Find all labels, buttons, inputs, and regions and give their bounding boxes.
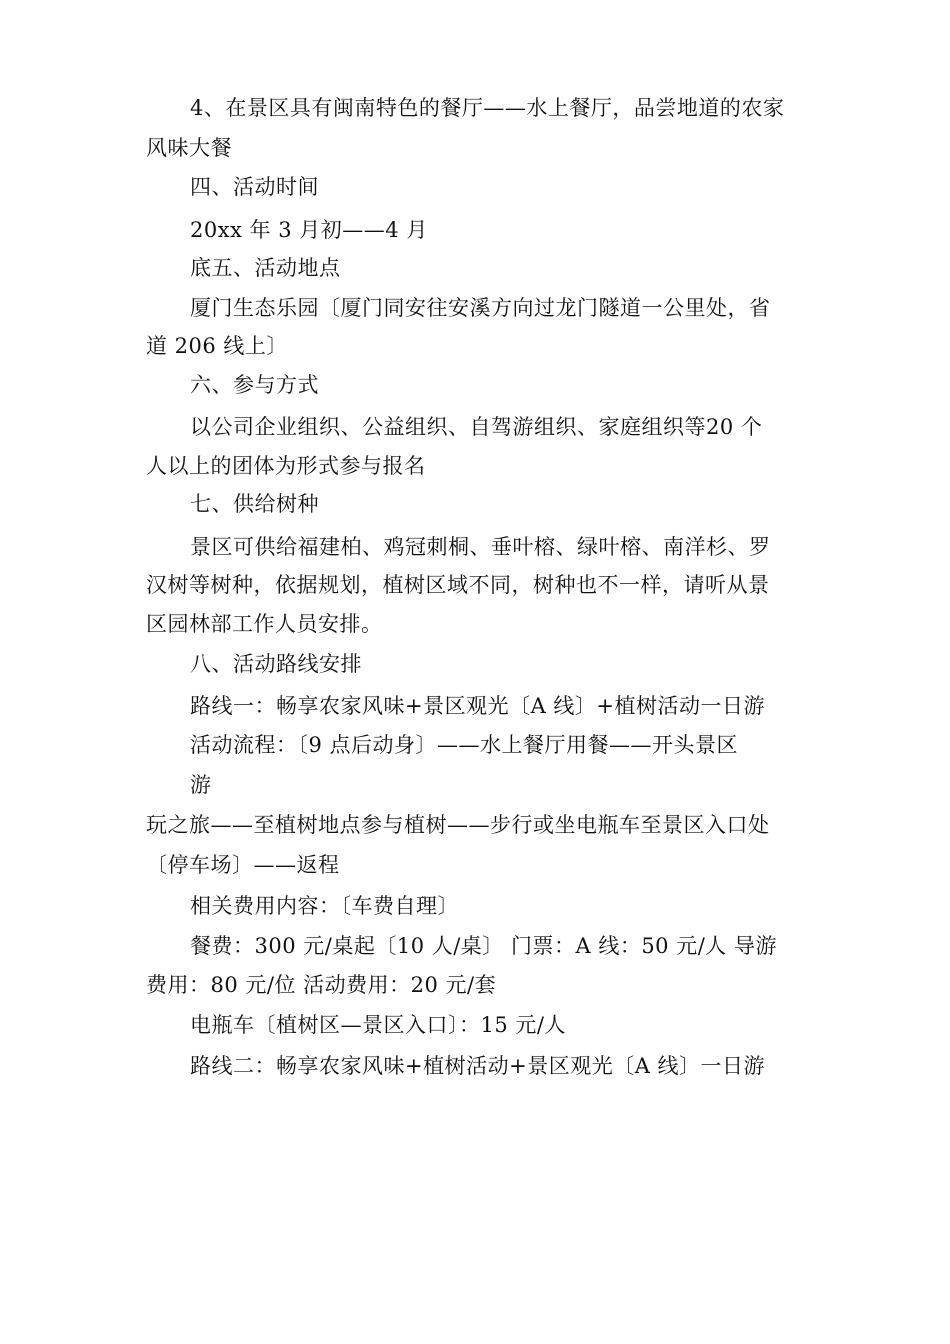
section-heading: 六、参与方式: [190, 373, 319, 397]
text-line: 道 206 线上〕: [146, 334, 288, 358]
text-line: 风味大餐: [146, 136, 232, 160]
section-heading: 四、活动时间: [190, 175, 319, 199]
text-line: 汉树等树种，依据规划，植树区域不同，树种也不一样，请听从景: [146, 573, 770, 597]
text-line: 景区可供给福建柏、鸡冠刺桐、垂叶榕、绿叶榕、南洋杉、罗: [190, 535, 771, 559]
text-line: 4、在景区具有闽南特色的餐厅——水上餐厅，品尝地道的农家: [190, 96, 785, 120]
text-line: 电瓶车〔植树区—景区入口〕：15 元/人: [190, 1013, 566, 1037]
section-heading: 八、活动路线安排: [190, 652, 362, 676]
text-line: 活动流程：〔9 点后动身〕——水上餐厅用餐——开头景区: [190, 733, 739, 757]
text-line: 以公司企业组织、公益组织、自驾游组织、家庭组织等20 个: [190, 415, 763, 439]
text-line: 玩之旅——至植树地点参与植树——步行或坐电瓶车至景区入口处: [146, 813, 770, 837]
section-heading: 底五、活动地点: [190, 256, 341, 280]
text-line: 费用：80 元/位 活动费用：20 元/套: [146, 973, 497, 997]
text-line: 厦门生态乐园〔厦门同安往安溪方向过龙门隧道一公里处，省: [190, 296, 771, 320]
text-line: 20xx 年 3 月初——4 月: [190, 218, 428, 242]
text-line: 游: [190, 773, 212, 797]
text-line: 区园林部工作人员安排。: [146, 612, 383, 636]
section-heading: 七、供给树种: [190, 492, 319, 516]
text-line: 餐费：300 元/桌起〔10 人/桌〕 门票：A 线：50 元/人 导游: [190, 934, 777, 958]
text-line: 人以上的团体为形式参与报名: [146, 454, 426, 478]
text-line: 路线二：畅享农家风味+植树活动+景区观光〔A 线〕一日游: [190, 1054, 766, 1078]
text-line: 〔停车场〕——返程: [146, 853, 340, 877]
text-line: 相关费用内容：〔车费自理〕: [190, 894, 459, 918]
text-line: 路线一：畅享农家风味+景区观光〔A 线〕+植树活动一日游: [190, 694, 766, 718]
